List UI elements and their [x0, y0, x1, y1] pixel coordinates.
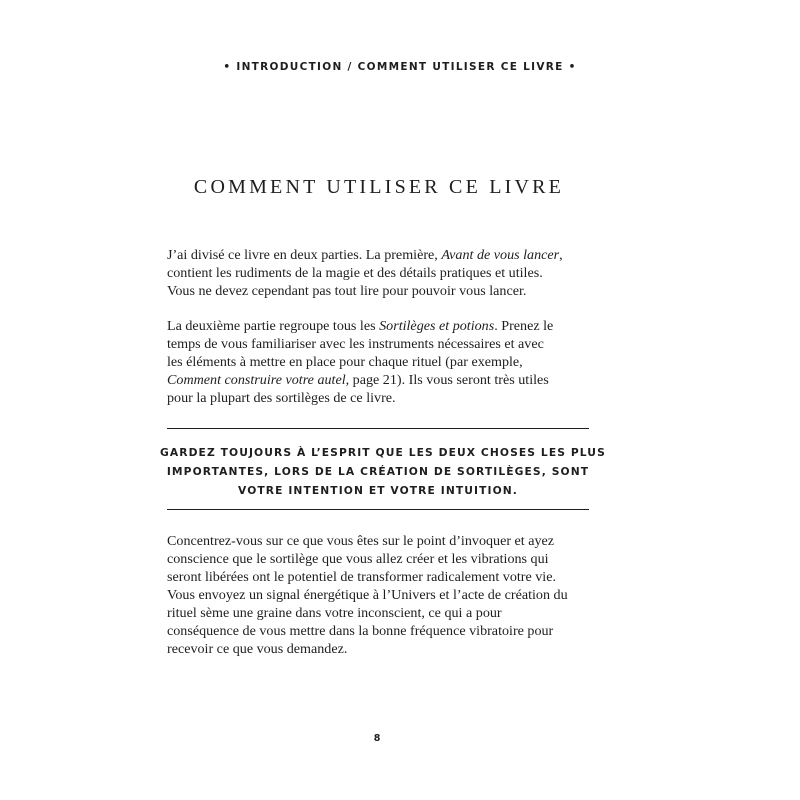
paragraph-intro	[167, 246, 589, 300]
paragraph-line: La deuxième partie regroupe tous les Sortilèges et potions. Prenez le	[167, 318, 554, 334]
paragraph-line: contient les rudiments de la magie et des détails pratiques et utiles.	[167, 265, 543, 281]
book-part-title: Sortilèges et potions	[379, 318, 495, 334]
page-number: 8	[373, 733, 381, 744]
running-head: • INTRODUCTION / COMMENT UTILISER CE LIVRE •	[223, 61, 577, 73]
cross-reference-title: Comment construire votre autel	[167, 372, 346, 388]
paragraph-line: Vous ne devez cependant pas tout lire pour pouvoir vous lancer.	[167, 283, 527, 299]
chapter-title: COMMENT UTILISER CE LIVRE	[193, 176, 565, 198]
paragraph-line: Vous envoyez un signal énergétique à l’Univers et l’acte de création du	[167, 587, 568, 603]
paragraph-line: conscience que le sortilège que vous allez créer et les vibrations qui	[167, 551, 549, 567]
paragraph-line: Concentrez-vous sur ce que vous êtes sur le point d’invoquer et ayez	[167, 533, 555, 549]
paragraph-part-two	[167, 317, 589, 407]
book-part-title: Avant de vous lancer	[441, 247, 560, 263]
callout-box	[160, 443, 606, 500]
paragraph-line: pour la plupart des sortilèges de ce livre.	[167, 390, 396, 406]
paragraph-line: Comment construire votre autel, page 21). Ils vous seront très utiles	[167, 372, 549, 388]
paragraph-line: J’ai divisé ce livre en deux parties. La première, Avant de vous lancer,	[167, 247, 563, 263]
callout-top-rule	[167, 428, 589, 429]
callout-line: GARDEZ TOUJOURS À L’ESPRIT QUE LES DEUX CHOSES LES PLUS	[160, 446, 606, 459]
paragraph-line: conséquence de vous mettre dans la bonne fréquence vibratoire pour	[167, 623, 554, 639]
paragraph-line: seront libérées ont le potentiel de transformer radicalement votre vie.	[167, 569, 556, 585]
callout-bottom-rule	[167, 509, 589, 510]
callout-line: VOTRE INTENTION ET VOTRE INTUITION.	[238, 484, 518, 497]
paragraph-line: temps de vous familiariser avec les instruments nécessaires et avec	[167, 336, 544, 352]
paragraph-line: rituel sème une graine dans votre inconscient, ce qui a pour	[167, 605, 502, 621]
paragraph-line: recevoir ce que vous demandez.	[167, 641, 348, 657]
callout-line: IMPORTANTES, LORS DE LA CRÉATION DE SORTILÈGES, SONT	[166, 465, 590, 478]
paragraph-concentration	[167, 532, 589, 658]
paragraph-line: les éléments à mettre en place pour chaque rituel (par exemple,	[167, 354, 523, 370]
